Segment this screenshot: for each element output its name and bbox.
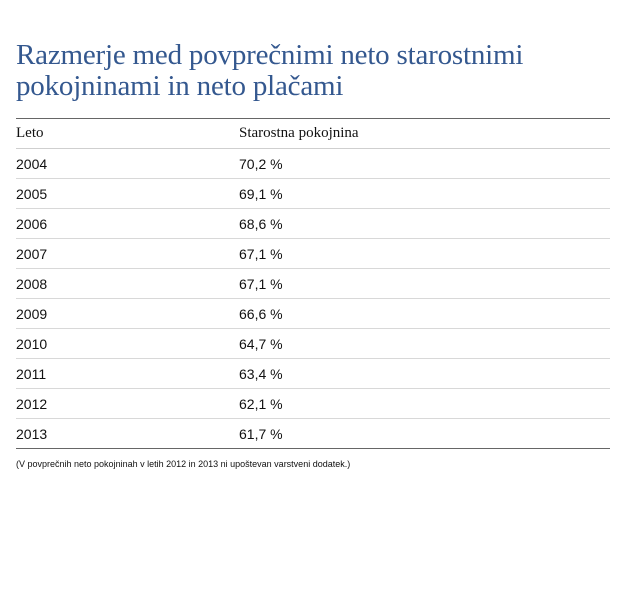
year-cell: 2010 xyxy=(16,329,239,359)
year-cell: 2013 xyxy=(16,419,239,449)
year-cell: 2011 xyxy=(16,359,239,389)
year-cell: 2004 xyxy=(16,149,239,179)
header-row xyxy=(16,119,610,149)
column-header-year: Leto xyxy=(16,119,239,149)
pension-ratio-cell: 69,1 % xyxy=(239,179,610,209)
table-row xyxy=(16,389,610,419)
table-row xyxy=(16,179,610,209)
year-cell: 2005 xyxy=(16,179,239,209)
pension-ratio-cell: 61,7 % xyxy=(239,419,610,449)
year-cell: 2012 xyxy=(16,389,239,419)
year-cell: 2006 xyxy=(16,209,239,239)
footnote: (V povprečnih neto pokojninah v letih 2012 in 2013 ni upoštevan varstveni dodatek.) xyxy=(16,459,351,469)
pension-ratio-cell: 67,1 % xyxy=(239,269,610,299)
page-title: Razmerje med povprečnimi neto starostnimi pokojninami in neto plačami xyxy=(16,39,524,102)
table-row xyxy=(16,419,610,449)
table-row xyxy=(16,359,610,389)
pension-ratio-cell: 63,4 % xyxy=(239,359,610,389)
table-container xyxy=(16,40,610,469)
table-row xyxy=(16,299,610,329)
table-row xyxy=(16,239,610,269)
pension-ratio-cell: 64,7 % xyxy=(239,329,610,359)
column-header-pension: Starostna pokojnina xyxy=(239,119,610,149)
year-cell: 2009 xyxy=(16,299,239,329)
table-body xyxy=(16,149,610,449)
pension-ratio-cell: 68,6 % xyxy=(239,209,610,239)
data-table xyxy=(16,119,610,449)
table-row xyxy=(16,149,610,179)
table-row xyxy=(16,209,610,239)
year-cell: 2008 xyxy=(16,269,239,299)
table-row xyxy=(16,269,610,299)
pension-ratio-cell: 70,2 % xyxy=(239,149,610,179)
pension-ratio-cell: 67,1 % xyxy=(239,239,610,269)
pension-ratio-cell: 66,6 % xyxy=(239,299,610,329)
year-cell: 2007 xyxy=(16,239,239,269)
table-row xyxy=(16,329,610,359)
pension-ratio-cell: 62,1 % xyxy=(239,389,610,419)
